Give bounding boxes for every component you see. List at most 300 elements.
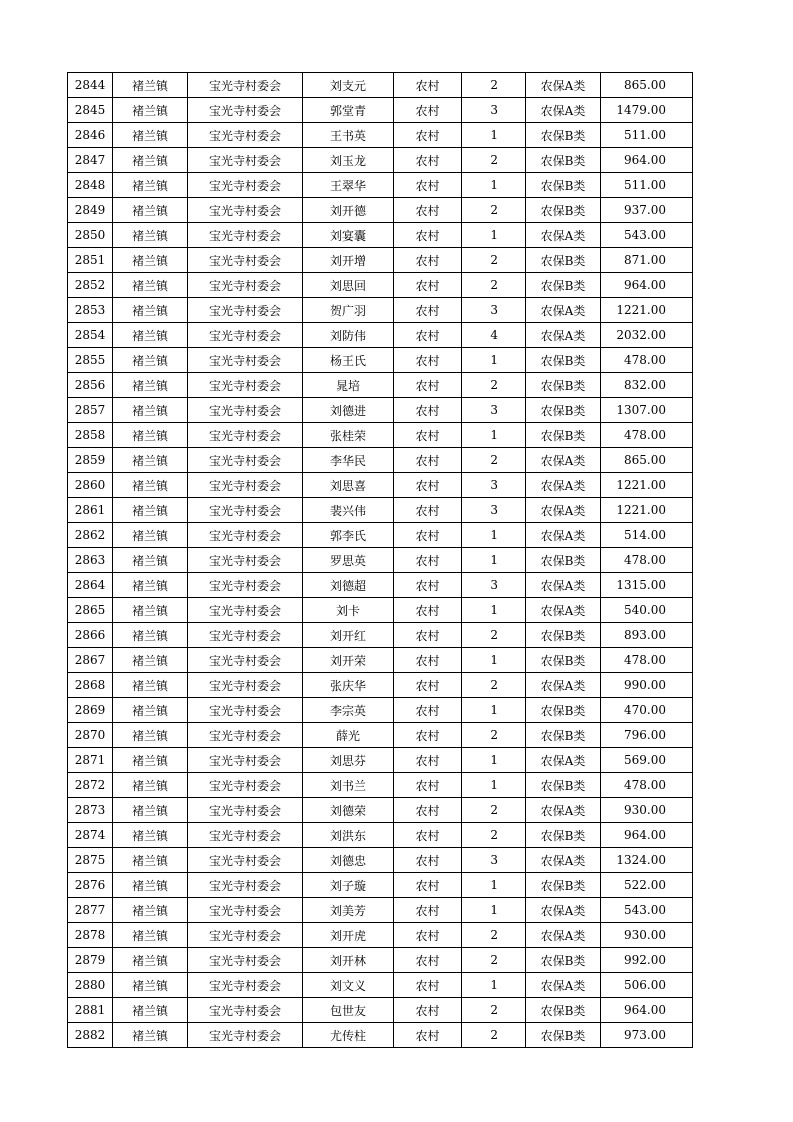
- cell-village: 宝光寺村委会: [188, 348, 303, 373]
- cell-town: 褚兰镇: [113, 948, 188, 973]
- cell-town: 褚兰镇: [113, 698, 188, 723]
- cell-name: 刘开荣: [303, 648, 394, 673]
- table-row: [68, 298, 693, 323]
- cell-index: 2850: [68, 223, 113, 248]
- cell-category: 农保B类: [526, 873, 601, 898]
- cell-village: 宝光寺村委会: [188, 398, 303, 423]
- cell-index: 2862: [68, 523, 113, 548]
- cell-type: 农村: [394, 448, 462, 473]
- cell-count: 2: [462, 373, 526, 398]
- cell-village: 宝光寺村委会: [188, 298, 303, 323]
- cell-town: 褚兰镇: [113, 673, 188, 698]
- cell-count: 1: [462, 698, 526, 723]
- table-row: [68, 248, 693, 273]
- table-row: [68, 798, 693, 823]
- cell-count: 2: [462, 248, 526, 273]
- cell-type: 农村: [394, 523, 462, 548]
- cell-amount: 478.00: [601, 548, 693, 573]
- cell-town: 褚兰镇: [113, 348, 188, 373]
- cell-amount: 865.00: [601, 448, 693, 473]
- cell-index: 2882: [68, 1023, 113, 1048]
- cell-type: 农村: [394, 248, 462, 273]
- table-row: [68, 848, 693, 873]
- cell-amount: 937.00: [601, 198, 693, 223]
- cell-count: 1: [462, 748, 526, 773]
- cell-amount: 478.00: [601, 423, 693, 448]
- cell-category: 农保B类: [526, 173, 601, 198]
- cell-amount: 478.00: [601, 648, 693, 673]
- cell-type: 农村: [394, 473, 462, 498]
- cell-village: 宝光寺村委会: [188, 873, 303, 898]
- cell-count: 3: [462, 473, 526, 498]
- cell-category: 农保B类: [526, 123, 601, 148]
- cell-index: 2847: [68, 148, 113, 173]
- table-row: [68, 598, 693, 623]
- cell-village: 宝光寺村委会: [188, 323, 303, 348]
- table-row: [68, 898, 693, 923]
- cell-town: 褚兰镇: [113, 448, 188, 473]
- cell-category: 农保B类: [526, 948, 601, 973]
- cell-name: 刘开林: [303, 948, 394, 973]
- cell-village: 宝光寺村委会: [188, 823, 303, 848]
- cell-name: 刘书兰: [303, 773, 394, 798]
- cell-name: 刘洪东: [303, 823, 394, 848]
- cell-count: 2: [462, 148, 526, 173]
- cell-index: 2879: [68, 948, 113, 973]
- cell-index: 2880: [68, 973, 113, 998]
- cell-village: 宝光寺村委会: [188, 648, 303, 673]
- cell-name: 郭李氏: [303, 523, 394, 548]
- cell-amount: 540.00: [601, 598, 693, 623]
- cell-amount: 470.00: [601, 698, 693, 723]
- cell-village: 宝光寺村委会: [188, 623, 303, 648]
- cell-count: 3: [462, 398, 526, 423]
- cell-count: 2: [462, 448, 526, 473]
- table-row: [68, 723, 693, 748]
- cell-town: 褚兰镇: [113, 523, 188, 548]
- cell-index: 2881: [68, 998, 113, 1023]
- cell-amount: 1307.00: [601, 398, 693, 423]
- cell-amount: 865.00: [601, 73, 693, 98]
- cell-count: 1: [462, 648, 526, 673]
- cell-town: 褚兰镇: [113, 873, 188, 898]
- cell-town: 褚兰镇: [113, 898, 188, 923]
- cell-name: 刘美芳: [303, 898, 394, 923]
- cell-amount: 511.00: [601, 173, 693, 198]
- cell-town: 褚兰镇: [113, 648, 188, 673]
- cell-type: 农村: [394, 623, 462, 648]
- cell-town: 褚兰镇: [113, 973, 188, 998]
- cell-village: 宝光寺村委会: [188, 448, 303, 473]
- cell-town: 褚兰镇: [113, 223, 188, 248]
- cell-name: 裴兴伟: [303, 498, 394, 523]
- cell-index: 2871: [68, 748, 113, 773]
- cell-name: 刘宴囊: [303, 223, 394, 248]
- cell-amount: 1324.00: [601, 848, 693, 873]
- cell-amount: 478.00: [601, 348, 693, 373]
- cell-category: 农保B类: [526, 423, 601, 448]
- cell-name: 包世友: [303, 998, 394, 1023]
- cell-type: 农村: [394, 823, 462, 848]
- table-row: [68, 498, 693, 523]
- cell-index: 2864: [68, 573, 113, 598]
- cell-type: 农村: [394, 323, 462, 348]
- cell-town: 褚兰镇: [113, 148, 188, 173]
- cell-category: 农保A类: [526, 573, 601, 598]
- cell-village: 宝光寺村委会: [188, 973, 303, 998]
- cell-town: 褚兰镇: [113, 1023, 188, 1048]
- cell-index: 2860: [68, 473, 113, 498]
- cell-village: 宝光寺村委会: [188, 248, 303, 273]
- cell-count: 2: [462, 998, 526, 1023]
- cell-index: 2869: [68, 698, 113, 723]
- cell-town: 褚兰镇: [113, 848, 188, 873]
- cell-type: 农村: [394, 498, 462, 523]
- cell-type: 农村: [394, 598, 462, 623]
- cell-village: 宝光寺村委会: [188, 548, 303, 573]
- cell-count: 2: [462, 73, 526, 98]
- cell-amount: 569.00: [601, 748, 693, 773]
- cell-amount: 1479.00: [601, 98, 693, 123]
- cell-name: 晁培: [303, 373, 394, 398]
- cell-category: 农保B类: [526, 273, 601, 298]
- cell-town: 褚兰镇: [113, 398, 188, 423]
- cell-town: 褚兰镇: [113, 498, 188, 523]
- cell-amount: 930.00: [601, 798, 693, 823]
- cell-town: 褚兰镇: [113, 373, 188, 398]
- cell-amount: 478.00: [601, 773, 693, 798]
- table-row: [68, 273, 693, 298]
- cell-name: 李华民: [303, 448, 394, 473]
- cell-type: 农村: [394, 123, 462, 148]
- cell-category: 农保A类: [526, 848, 601, 873]
- cell-category: 农保B类: [526, 773, 601, 798]
- cell-index: 2875: [68, 848, 113, 873]
- table-row: [68, 123, 693, 148]
- table-row: [68, 173, 693, 198]
- cell-count: 2: [462, 198, 526, 223]
- cell-count: 2: [462, 948, 526, 973]
- cell-type: 农村: [394, 798, 462, 823]
- cell-name: 尤传柱: [303, 1023, 394, 1048]
- cell-count: 2: [462, 723, 526, 748]
- cell-count: 1: [462, 423, 526, 448]
- cell-index: 2874: [68, 823, 113, 848]
- cell-category: 农保A类: [526, 923, 601, 948]
- table-row: [68, 523, 693, 548]
- table-row: [68, 73, 693, 98]
- cell-amount: 893.00: [601, 623, 693, 648]
- table-row: [68, 973, 693, 998]
- cell-index: 2855: [68, 348, 113, 373]
- table-row: [68, 98, 693, 123]
- cell-amount: 964.00: [601, 148, 693, 173]
- cell-town: 褚兰镇: [113, 723, 188, 748]
- cell-amount: 2032.00: [601, 323, 693, 348]
- cell-index: 2868: [68, 673, 113, 698]
- cell-type: 农村: [394, 223, 462, 248]
- cell-village: 宝光寺村委会: [188, 498, 303, 523]
- cell-name: 刘支元: [303, 73, 394, 98]
- cell-index: 2845: [68, 98, 113, 123]
- cell-category: 农保A类: [526, 473, 601, 498]
- cell-index: 2853: [68, 298, 113, 323]
- cell-amount: 506.00: [601, 973, 693, 998]
- cell-type: 农村: [394, 548, 462, 573]
- cell-amount: 964.00: [601, 273, 693, 298]
- cell-type: 农村: [394, 648, 462, 673]
- cell-category: 农保B类: [526, 248, 601, 273]
- cell-type: 农村: [394, 273, 462, 298]
- table-row: [68, 423, 693, 448]
- cell-index: 2863: [68, 548, 113, 573]
- cell-name: 王书英: [303, 123, 394, 148]
- table-row: [68, 623, 693, 648]
- cell-type: 农村: [394, 98, 462, 123]
- cell-amount: 964.00: [601, 823, 693, 848]
- cell-index: 2856: [68, 373, 113, 398]
- cell-category: 农保B类: [526, 198, 601, 223]
- cell-type: 农村: [394, 348, 462, 373]
- cell-type: 农村: [394, 873, 462, 898]
- cell-count: 1: [462, 223, 526, 248]
- cell-category: 农保B类: [526, 723, 601, 748]
- cell-count: 3: [462, 98, 526, 123]
- cell-amount: 990.00: [601, 673, 693, 698]
- cell-category: 农保A类: [526, 973, 601, 998]
- cell-amount: 543.00: [601, 223, 693, 248]
- cell-name: 罗思英: [303, 548, 394, 573]
- table-row: [68, 873, 693, 898]
- cell-category: 农保A类: [526, 673, 601, 698]
- cell-town: 褚兰镇: [113, 298, 188, 323]
- cell-village: 宝光寺村委会: [188, 948, 303, 973]
- cell-village: 宝光寺村委会: [188, 748, 303, 773]
- cell-count: 2: [462, 923, 526, 948]
- cell-category: 农保B类: [526, 998, 601, 1023]
- cell-category: 农保A类: [526, 598, 601, 623]
- cell-village: 宝光寺村委会: [188, 423, 303, 448]
- cell-type: 农村: [394, 773, 462, 798]
- cell-amount: 522.00: [601, 873, 693, 898]
- cell-amount: 1221.00: [601, 298, 693, 323]
- cell-index: 2852: [68, 273, 113, 298]
- table-row: [68, 573, 693, 598]
- cell-town: 褚兰镇: [113, 798, 188, 823]
- cell-town: 褚兰镇: [113, 573, 188, 598]
- cell-amount: 1315.00: [601, 573, 693, 598]
- cell-amount: 964.00: [601, 998, 693, 1023]
- cell-town: 褚兰镇: [113, 773, 188, 798]
- cell-count: 1: [462, 523, 526, 548]
- cell-town: 褚兰镇: [113, 273, 188, 298]
- cell-count: 1: [462, 348, 526, 373]
- cell-type: 农村: [394, 148, 462, 173]
- cell-category: 农保A类: [526, 223, 601, 248]
- cell-town: 褚兰镇: [113, 323, 188, 348]
- cell-index: 2878: [68, 923, 113, 948]
- cell-town: 褚兰镇: [113, 623, 188, 648]
- cell-index: 2858: [68, 423, 113, 448]
- cell-name: 刘思喜: [303, 473, 394, 498]
- cell-name: 刘子璇: [303, 873, 394, 898]
- cell-index: 2849: [68, 198, 113, 223]
- cell-index: 2859: [68, 448, 113, 473]
- cell-type: 农村: [394, 948, 462, 973]
- table-row: [68, 698, 693, 723]
- cell-type: 农村: [394, 923, 462, 948]
- cell-index: 2857: [68, 398, 113, 423]
- cell-type: 农村: [394, 1023, 462, 1048]
- cell-amount: 514.00: [601, 523, 693, 548]
- cell-name: 刘玉龙: [303, 148, 394, 173]
- cell-type: 农村: [394, 173, 462, 198]
- cell-town: 褚兰镇: [113, 73, 188, 98]
- cell-town: 褚兰镇: [113, 598, 188, 623]
- cell-town: 褚兰镇: [113, 823, 188, 848]
- cell-category: 农保A类: [526, 448, 601, 473]
- cell-count: 1: [462, 873, 526, 898]
- cell-village: 宝光寺村委会: [188, 598, 303, 623]
- cell-amount: 1221.00: [601, 498, 693, 523]
- cell-type: 农村: [394, 423, 462, 448]
- cell-index: 2848: [68, 173, 113, 198]
- cell-amount: 832.00: [601, 373, 693, 398]
- cell-count: 3: [462, 498, 526, 523]
- cell-name: 李宗英: [303, 698, 394, 723]
- cell-category: 农保B类: [526, 1023, 601, 1048]
- cell-category: 农保A类: [526, 323, 601, 348]
- cell-name: 刘防伟: [303, 323, 394, 348]
- cell-town: 褚兰镇: [113, 423, 188, 448]
- cell-village: 宝光寺村委会: [188, 273, 303, 298]
- cell-count: 3: [462, 848, 526, 873]
- cell-name: 刘德忠: [303, 848, 394, 873]
- cell-name: 张桂荣: [303, 423, 394, 448]
- cell-type: 农村: [394, 748, 462, 773]
- cell-count: 2: [462, 273, 526, 298]
- cell-name: 刘开增: [303, 248, 394, 273]
- cell-town: 褚兰镇: [113, 98, 188, 123]
- cell-count: 1: [462, 173, 526, 198]
- cell-name: 张庆华: [303, 673, 394, 698]
- cell-category: 农保A类: [526, 523, 601, 548]
- cell-category: 农保B类: [526, 823, 601, 848]
- table-row: [68, 1023, 693, 1048]
- cell-category: 农保A类: [526, 298, 601, 323]
- table-row: [68, 923, 693, 948]
- cell-index: 2866: [68, 623, 113, 648]
- cell-village: 宝光寺村委会: [188, 773, 303, 798]
- table-row: [68, 773, 693, 798]
- cell-category: 农保A类: [526, 898, 601, 923]
- table-row: [68, 548, 693, 573]
- cell-type: 农村: [394, 573, 462, 598]
- cell-village: 宝光寺村委会: [188, 148, 303, 173]
- cell-count: 3: [462, 298, 526, 323]
- cell-name: 刘德荣: [303, 798, 394, 823]
- cell-index: 2846: [68, 123, 113, 148]
- table-row: [68, 473, 693, 498]
- table-row: [68, 748, 693, 773]
- cell-category: 农保B类: [526, 648, 601, 673]
- cell-count: 2: [462, 623, 526, 648]
- cell-count: 1: [462, 548, 526, 573]
- cell-village: 宝光寺村委会: [188, 373, 303, 398]
- cell-category: 农保B类: [526, 548, 601, 573]
- cell-category: 农保B类: [526, 348, 601, 373]
- cell-name: 刘德进: [303, 398, 394, 423]
- cell-count: 1: [462, 598, 526, 623]
- table-row: [68, 148, 693, 173]
- cell-type: 农村: [394, 298, 462, 323]
- table-row: [68, 348, 693, 373]
- cell-village: 宝光寺村委会: [188, 523, 303, 548]
- cell-town: 褚兰镇: [113, 998, 188, 1023]
- cell-count: 3: [462, 573, 526, 598]
- table-row: [68, 448, 693, 473]
- cell-count: 4: [462, 323, 526, 348]
- cell-index: 2865: [68, 598, 113, 623]
- cell-index: 2851: [68, 248, 113, 273]
- cell-name: 郭堂青: [303, 98, 394, 123]
- cell-village: 宝光寺村委会: [188, 173, 303, 198]
- cell-village: 宝光寺村委会: [188, 73, 303, 98]
- cell-type: 农村: [394, 673, 462, 698]
- cell-index: 2872: [68, 773, 113, 798]
- cell-name: 刘思芬: [303, 748, 394, 773]
- cell-index: 2844: [68, 73, 113, 98]
- table-row: [68, 373, 693, 398]
- cell-village: 宝光寺村委会: [188, 1023, 303, 1048]
- cell-village: 宝光寺村委会: [188, 98, 303, 123]
- cell-category: 农保B类: [526, 373, 601, 398]
- cell-name: 贺广羽: [303, 298, 394, 323]
- cell-village: 宝光寺村委会: [188, 848, 303, 873]
- cell-name: 刘开红: [303, 623, 394, 648]
- cell-type: 农村: [394, 998, 462, 1023]
- cell-count: 1: [462, 123, 526, 148]
- cell-amount: 973.00: [601, 1023, 693, 1048]
- table-row: [68, 948, 693, 973]
- cell-amount: 796.00: [601, 723, 693, 748]
- cell-count: 1: [462, 773, 526, 798]
- table-row: [68, 323, 693, 348]
- cell-name: 杨王氏: [303, 348, 394, 373]
- table-row: [68, 823, 693, 848]
- cell-category: 农保B类: [526, 148, 601, 173]
- cell-count: 2: [462, 823, 526, 848]
- cell-amount: 511.00: [601, 123, 693, 148]
- cell-town: 褚兰镇: [113, 548, 188, 573]
- cell-type: 农村: [394, 698, 462, 723]
- cell-town: 褚兰镇: [113, 473, 188, 498]
- cell-index: 2870: [68, 723, 113, 748]
- cell-category: 农保A类: [526, 498, 601, 523]
- table-row: [68, 223, 693, 248]
- cell-index: 2877: [68, 898, 113, 923]
- table-row: [68, 998, 693, 1023]
- cell-name: 刘德超: [303, 573, 394, 598]
- cell-category: 农保A类: [526, 98, 601, 123]
- cell-amount: 930.00: [601, 923, 693, 948]
- cell-category: 农保B类: [526, 623, 601, 648]
- cell-name: 刘思回: [303, 273, 394, 298]
- cell-type: 农村: [394, 973, 462, 998]
- cell-count: 2: [462, 798, 526, 823]
- cell-index: 2867: [68, 648, 113, 673]
- cell-village: 宝光寺村委会: [188, 473, 303, 498]
